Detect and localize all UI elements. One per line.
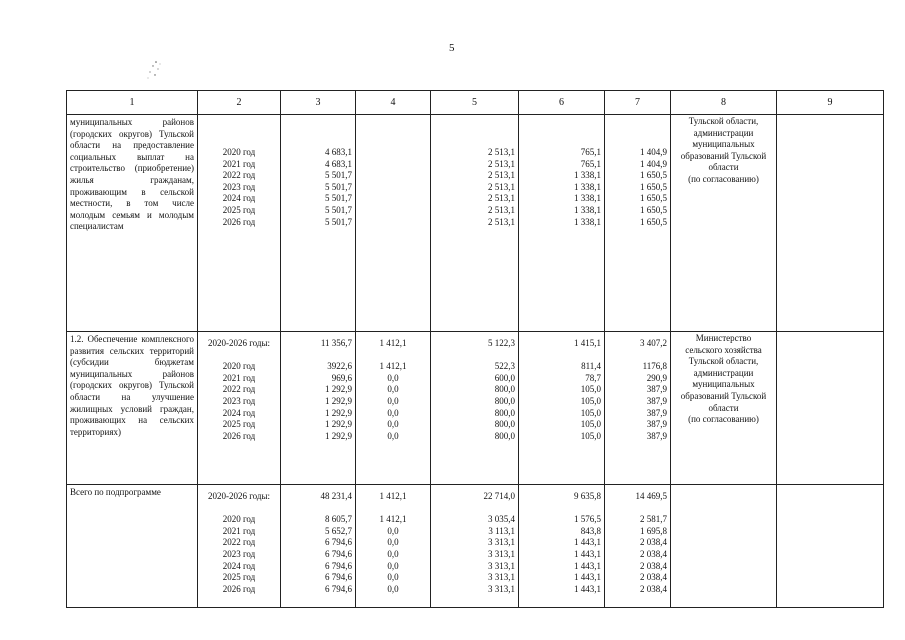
summary-value: 1 412,1 [379, 338, 407, 348]
year-value: 1 650,5 [640, 170, 667, 181]
year-value: 765,1 [580, 158, 601, 169]
year-value: 3 313,1 [488, 572, 515, 583]
year-value: 600,0 [494, 372, 515, 383]
column-header: 2 [198, 91, 281, 115]
year-label: 2020 год [222, 147, 256, 157]
year-value: 2 038,4 [640, 548, 667, 559]
year-value: 0,0 [387, 372, 399, 383]
executor-line: администрации [693, 127, 754, 138]
executor-line: Министерство [695, 333, 752, 343]
year-value: 1 338,1 [574, 170, 601, 181]
year-value: 105,0 [580, 407, 601, 418]
year-value: 2 513,1 [488, 204, 515, 215]
year-value: 1 443,1 [574, 548, 601, 559]
year-value: 1 412,1 [379, 514, 407, 525]
year-value: 387,9 [646, 407, 667, 418]
year-value: 6 794,6 [325, 548, 352, 559]
year-value: 2 513,1 [488, 170, 515, 181]
column-header: 8 [671, 91, 777, 115]
value-cell-4 [356, 115, 431, 332]
year-value: 1 292,9 [325, 395, 352, 406]
table-body [67, 91, 884, 608]
year-value: 6 794,6 [325, 583, 352, 594]
year-value: 1 292,9 [325, 384, 352, 395]
year-value [359, 170, 427, 182]
program-funding-table [66, 90, 884, 608]
year-value: 800,0 [494, 395, 515, 406]
value-cell-7 [605, 485, 671, 608]
year-value [359, 205, 427, 217]
year-value: 3 035,4 [488, 514, 515, 525]
period-cell-2 [198, 115, 281, 332]
year-value: 6 794,6 [325, 560, 352, 571]
year-value [359, 159, 427, 171]
year-value: 1 338,1 [574, 204, 601, 215]
year-label: 2022 год [222, 170, 256, 181]
value-cell-3 [281, 332, 356, 485]
scan-noise-marks [140, 58, 170, 84]
executor-line: муниципальных [692, 139, 755, 150]
executor-line: области [708, 162, 739, 173]
year-value: 1 292,9 [325, 419, 352, 430]
summary-value: 1 415,1 [574, 338, 601, 348]
year-value: 3 113,1 [488, 525, 515, 536]
year-value [359, 193, 427, 205]
year-value: 2 513,1 [488, 181, 515, 192]
year-value: 387,9 [646, 430, 667, 441]
year-value: 1 404,9 [640, 158, 667, 169]
year-value: 1 650,5 [640, 204, 667, 215]
summary-value: 2020-2026 годы: [207, 491, 271, 501]
executor-line: (по согласованию) [688, 173, 759, 184]
year-label: 2026 год [222, 430, 256, 441]
year-value: 2 581,7 [640, 514, 667, 525]
executor-line: (по согласованию) [688, 414, 759, 425]
year-value: 1 650,5 [640, 181, 667, 192]
year-value: 1 443,1 [574, 537, 601, 548]
year-value: 1 443,1 [574, 583, 601, 594]
value-cell-3 [281, 115, 356, 332]
year-label: 2021 год [222, 372, 256, 383]
year-value: 105,0 [580, 395, 601, 406]
year-value: 1 412,1 [379, 361, 407, 372]
summary-value: 1 412,1 [379, 491, 407, 501]
column-header: 5 [431, 91, 519, 115]
year-value: 800,0 [494, 407, 515, 418]
year-value: 5 501,7 [325, 204, 352, 215]
year-value: 522,3 [494, 361, 515, 372]
year-value [359, 147, 427, 159]
year-value: 2 513,1 [488, 216, 515, 227]
year-value: 969,6 [331, 372, 352, 383]
year-label: 2023 год [222, 395, 256, 406]
value-cell-3 [281, 485, 356, 608]
value-cell-6 [519, 485, 605, 608]
year-value: 78,7 [585, 372, 601, 383]
summary-value: 2020-2026 годы: [207, 338, 271, 348]
year-value: 1 443,1 [574, 572, 601, 583]
year-label: 2026 год [222, 583, 256, 594]
executor-line: образований Тульской [680, 390, 767, 401]
year-value: 5 501,7 [325, 193, 352, 204]
year-value: 800,0 [494, 430, 515, 441]
year-value: 0,0 [387, 419, 399, 430]
year-value: 0,0 [387, 384, 399, 395]
column-header: 9 [777, 91, 884, 115]
table-row [67, 115, 884, 332]
year-value: 105,0 [580, 430, 601, 441]
row-description: Всего по подпрограмме [67, 485, 198, 608]
year-value: 1 650,5 [640, 216, 667, 227]
executor-cell [671, 115, 777, 332]
year-value [359, 217, 427, 229]
year-value: 5 501,7 [325, 216, 352, 227]
year-label: 2020 год [222, 514, 256, 525]
year-value: 3 313,1 [488, 583, 515, 594]
note-cell [777, 115, 884, 332]
value-cell-5 [431, 485, 519, 608]
year-value: 811,4 [581, 361, 601, 372]
executor-line: Тульской области, [688, 356, 759, 367]
year-label: 2023 год [222, 181, 256, 192]
year-value: 800,0 [494, 419, 515, 430]
year-value: 0,0 [387, 395, 399, 406]
value-cell-7 [605, 332, 671, 485]
executor-line: муниципальных [692, 379, 755, 390]
year-value: 290,9 [646, 372, 667, 383]
year-value: 0,0 [387, 430, 399, 441]
column-number-row [67, 91, 884, 115]
year-value: 3 313,1 [488, 560, 515, 571]
year-value: 1176,8 [642, 361, 667, 372]
year-value: 1 576,5 [574, 514, 601, 525]
year-value: 2 513,1 [488, 147, 515, 157]
table-row [67, 485, 884, 608]
year-value: 2 038,4 [640, 537, 667, 548]
year-value: 387,9 [646, 384, 667, 395]
value-cell-7 [605, 115, 671, 332]
year-value: 2 038,4 [640, 572, 667, 583]
year-value: 0,0 [387, 583, 399, 594]
summary-value: 9 635,8 [574, 491, 601, 501]
year-label: 2024 год [222, 560, 256, 571]
year-value: 843,8 [580, 525, 601, 536]
year-value: 2 513,1 [488, 193, 515, 204]
year-value: 387,9 [646, 419, 667, 430]
value-cell-5 [431, 115, 519, 332]
year-label: 2022 год [222, 384, 256, 395]
year-value: 2 513,1 [488, 158, 515, 169]
summary-value: 11 356,7 [320, 338, 352, 348]
year-value: 0,0 [387, 537, 399, 548]
year-value: 2 038,4 [640, 583, 667, 594]
page-number: 5 [449, 42, 455, 54]
year-value: 0,0 [387, 572, 399, 583]
year-value: 6 794,6 [325, 537, 352, 548]
note-cell [777, 332, 884, 485]
year-label: 2025 год [222, 204, 256, 215]
year-label: 2021 год [222, 525, 256, 536]
column-header: 1 [67, 91, 198, 115]
year-value: 105,0 [580, 419, 601, 430]
column-header: 7 [605, 91, 671, 115]
year-value: 1 338,1 [574, 181, 601, 192]
summary-value: 48 231,4 [320, 491, 352, 501]
year-value: 387,9 [646, 395, 667, 406]
summary-value: 22 714,0 [483, 491, 515, 501]
executor-line: образований Тульской [680, 150, 767, 161]
row-description: 1.2. Обеспечение комплексного развития сельских территорий (субсидии бюджетам муниципальных районов (городских округов) Тульской области на улучшение жилищных условий граждан, проживающих на сельских территориях) [67, 332, 198, 485]
year-value: 1 443,1 [574, 560, 601, 571]
year-value: 3 313,1 [488, 548, 515, 559]
year-value: 4 683,1 [325, 158, 352, 169]
value-cell-6 [519, 332, 605, 485]
year-value: 1 404,9 [640, 147, 667, 157]
column-header: 4 [356, 91, 431, 115]
year-value: 1 338,1 [574, 216, 601, 227]
year-value: 0,0 [387, 560, 399, 571]
year-value: 5 501,7 [325, 170, 352, 181]
year-value: 8 605,7 [325, 514, 352, 525]
year-value: 1 338,1 [574, 193, 601, 204]
year-label: 2022 год [222, 537, 256, 548]
value-cell-4 [356, 485, 431, 608]
executor-cell [671, 332, 777, 485]
year-label: 2025 год [222, 419, 256, 430]
executor-line: администрации [693, 367, 754, 378]
year-value: 1 695,8 [640, 525, 667, 536]
value-cell-5 [431, 332, 519, 485]
value-cell-4 [356, 332, 431, 485]
year-value: 105,0 [580, 384, 601, 395]
value-cell-6 [519, 115, 605, 332]
year-value: 800,0 [494, 384, 515, 395]
note-cell [777, 485, 884, 608]
executor-cell [671, 485, 777, 608]
year-value: 5 501,7 [325, 181, 352, 192]
column-header: 3 [281, 91, 356, 115]
year-value: 0,0 [387, 548, 399, 559]
year-label: 2024 год [222, 407, 256, 418]
executor-line: Тульской области, [688, 116, 759, 126]
year-label: 2026 год [222, 216, 256, 227]
year-value: 3922,6 [327, 361, 352, 372]
year-value: 765,1 [580, 147, 601, 157]
table-row [67, 332, 884, 485]
executor-line: сельского хозяйства [685, 344, 762, 355]
summary-value: 5 122,3 [488, 338, 515, 348]
executor-line: области [708, 402, 739, 413]
year-value: 6 794,6 [325, 572, 352, 583]
year-value [359, 182, 427, 194]
column-header: 6 [519, 91, 605, 115]
year-value: 0,0 [387, 525, 399, 536]
period-cell-2 [198, 485, 281, 608]
year-label: 2025 год [222, 572, 256, 583]
year-value: 5 652,7 [325, 525, 352, 536]
year-value: 2 038,4 [640, 560, 667, 571]
year-label: 2024 год [222, 193, 256, 204]
year-label: 2021 год [222, 158, 256, 169]
year-label: 2020 год [222, 361, 256, 372]
year-value: 0,0 [387, 407, 399, 418]
year-value: 1 292,9 [325, 430, 352, 441]
summary-value: 14 469,5 [635, 491, 667, 501]
year-value: 1 292,9 [325, 407, 352, 418]
year-value: 1 650,5 [640, 193, 667, 204]
row-description: муниципальных районов (городских округов) Тульской области на предоставление социальных выплат на строительство (приобретение) жилья гражданам, проживающим в сельской местности, в том числе молодым семьям и молодым специалистам [67, 115, 198, 332]
year-label: 2023 год [222, 548, 256, 559]
year-value: 3 313,1 [488, 537, 515, 548]
summary-value: 3 407,2 [640, 338, 667, 348]
period-cell-2 [198, 332, 281, 485]
year-value: 4 683,1 [325, 147, 352, 157]
